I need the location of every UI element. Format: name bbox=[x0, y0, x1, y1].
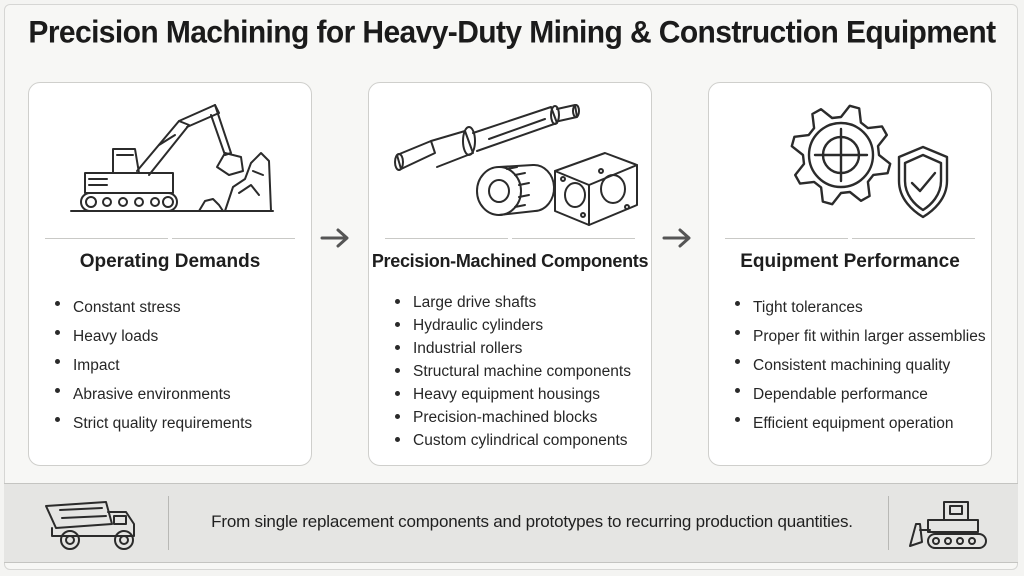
card-heading: Precision-Machined Components bbox=[371, 251, 649, 271]
card-heading: Operating Demands bbox=[79, 251, 261, 272]
list-item: Hydraulic cylinders bbox=[393, 314, 631, 337]
list-item: Abrasive environments bbox=[53, 380, 252, 409]
card-precision-components bbox=[368, 82, 652, 466]
card-divider bbox=[45, 238, 295, 239]
bulldozer-icon bbox=[906, 494, 992, 554]
list-item: Industrial rollers bbox=[393, 337, 631, 360]
list-item: Strict quality requirements bbox=[53, 409, 252, 438]
list-item: Efficient equipment operation bbox=[733, 409, 986, 438]
card-list bbox=[393, 291, 631, 452]
machined-parts-icon bbox=[369, 83, 653, 233]
banner-separator bbox=[888, 496, 889, 550]
gear-shield-icon bbox=[709, 83, 993, 233]
card-divider bbox=[385, 238, 635, 239]
list-item: Custom cylindrical components bbox=[393, 429, 631, 452]
list-item: Precision-machined blocks bbox=[393, 406, 631, 429]
list-item: Dependable performance bbox=[733, 380, 986, 409]
excavator-icon bbox=[29, 83, 313, 233]
card-operating-demands bbox=[28, 82, 312, 466]
list-item: Tight tolerances bbox=[733, 293, 986, 322]
list-item: Impact bbox=[53, 351, 252, 380]
card-list bbox=[53, 293, 252, 438]
dump-truck-icon bbox=[42, 494, 152, 554]
list-item: Proper fit within larger assemblies bbox=[733, 322, 986, 351]
card-divider bbox=[725, 238, 975, 239]
card-list bbox=[733, 293, 986, 438]
bottom-banner bbox=[4, 483, 1018, 563]
list-item: Heavy loads bbox=[53, 322, 252, 351]
page-title: Precision Machining for Heavy-Duty Mining & Construction Equipment bbox=[28, 15, 996, 50]
banner-separator bbox=[168, 496, 169, 550]
banner-text: From single replacement components and prototypes to recurring production quantities. bbox=[211, 512, 853, 531]
arrow-right-icon bbox=[320, 226, 350, 250]
list-item: Constant stress bbox=[53, 293, 252, 322]
card-equipment-performance bbox=[708, 82, 992, 466]
list-item: Heavy equipment housings bbox=[393, 383, 631, 406]
arrow-right-icon bbox=[662, 226, 692, 250]
list-item: Structural machine components bbox=[393, 360, 631, 383]
list-item: Large drive shafts bbox=[393, 291, 631, 314]
card-heading: Equipment Performance bbox=[740, 251, 960, 272]
list-item: Consistent machining quality bbox=[733, 351, 986, 380]
